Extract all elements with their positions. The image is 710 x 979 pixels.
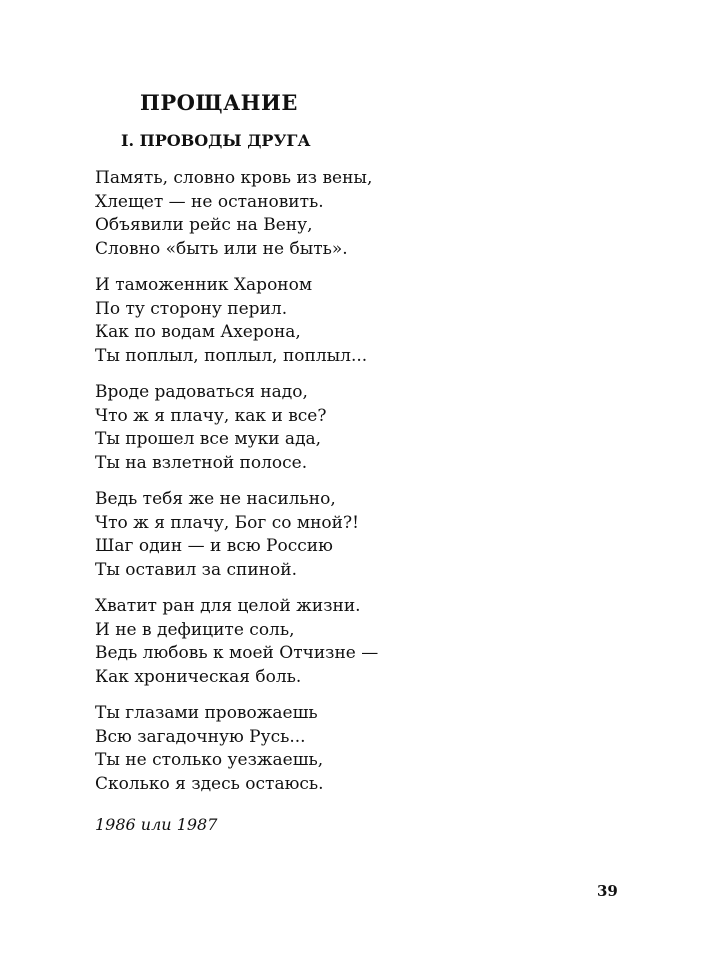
poem-line: Ты не столько уезжаешь, (95, 750, 324, 770)
poem-line: Всю загадочную Русь... (95, 726, 306, 747)
stanza-3 (95, 381, 655, 475)
poem-title: ПРОЩАНИЕ (140, 90, 298, 115)
poem-line: Ведь тебя же не насильно, (95, 489, 336, 509)
poem-line: Словно «быть или не быть». (95, 238, 348, 259)
stanza-2 (95, 274, 655, 368)
poem-line: Ты на взлетной полосе. (95, 452, 308, 473)
poem-line: Вроде радоваться надо, (95, 382, 308, 402)
poem-line: И не в дефиците соль, (95, 619, 295, 640)
poem-line: Ты поплыл, поплыл, поплыл... (95, 345, 368, 366)
stanza-5 (95, 595, 655, 689)
poem-line: Ты прошел все муки ада, (95, 429, 322, 449)
poem-line: И таможенник Хароном (95, 275, 313, 295)
poem-line: Хватит ран для целой жизни. (95, 596, 361, 616)
stanza-6 (95, 702, 655, 796)
poem-line: Как по водам Ахерона, (95, 322, 301, 342)
poem-line: Что ж я плачу, как и все? (95, 405, 327, 426)
poem-line: По ту сторону перил. (95, 298, 288, 319)
poem-line: Шаг один — и всю Россию (95, 536, 333, 556)
poem-line: Объявили рейс на Вену, (95, 215, 313, 235)
poem-body (95, 167, 655, 809)
poem-line: Как хроническая боль. (95, 666, 302, 687)
page-number: 39 (597, 882, 618, 900)
poem-line: Ведь любовь к моей Отчизне — (95, 643, 379, 663)
poem-line: Ты оставил за спиной. (95, 559, 297, 580)
poem-date: 1986 или 1987 (95, 815, 218, 834)
poem-line: Сколько я здесь остаюсь. (95, 773, 324, 794)
poem-line: Хлещет — не остановить. (95, 191, 324, 212)
poem-line: Ты глазами провожаешь (95, 703, 318, 723)
poem-line: Что ж я плачу, Бог со мной?! (95, 512, 359, 533)
poem-subtitle: I. ПРОВОДЫ ДРУГА (121, 131, 311, 150)
poem-line: Память, словно кровь из вены, (95, 168, 373, 188)
stanza-4 (95, 488, 655, 582)
stanza-1 (95, 167, 655, 261)
